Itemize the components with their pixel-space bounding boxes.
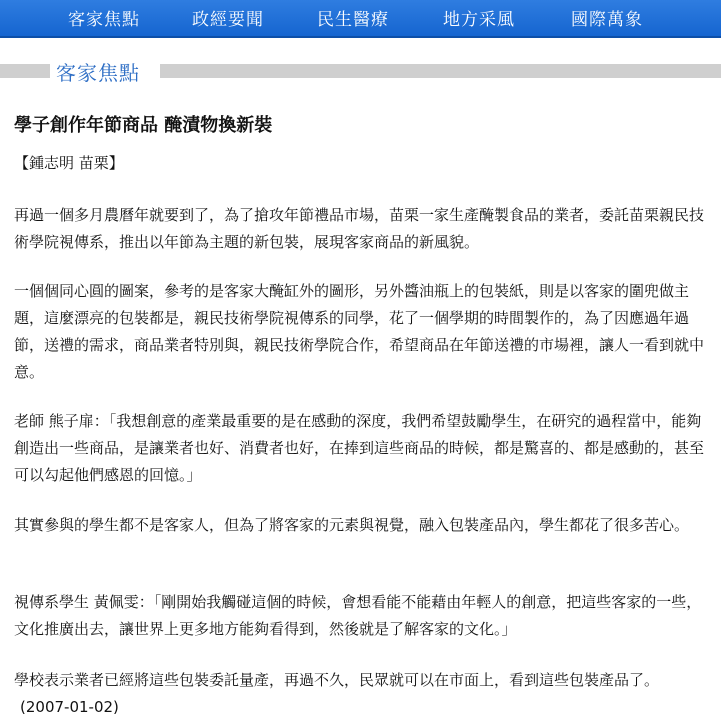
nav-item-local-features[interactable]: 地方采風 [443,10,515,30]
article-paragraph-1: 再過一個多月農曆年就要到了，為了搶攻年節禮品市場，苗栗一家生產醃製食品的業者，委託苗栗親民技術學院視傳系，推出以年節為主題的新包裝，展現客家商品的新風貌。 [14,206,705,251]
article-paragraph-5: 視傳系學生 黃佩雯：「剛開始我觸碰這個的時候，會想看能不能藉由年輕人的創意，把這些客家的一些，文化推廣出去，讓世界上更多地方能夠看得到，然後就是了解客家的文化。」 [14,593,702,638]
top-navigation-bar [0,0,721,38]
article-headline: 學子創作年節商品 醃漬物換新裝 [14,115,273,136]
nav-item-livelihood-medical[interactable]: 民生醫療 [317,10,389,30]
nav-item-international[interactable]: 國際萬象 [571,10,643,30]
nav-item-politics-economy[interactable]: 政經要聞 [192,10,264,30]
article-paragraph-4: 其實參與的學生都不是客家人，但為了將客家的元素與視覺，融入包裝產品內，學生都花了很多苦心。 [14,516,690,534]
section-stripe-right [160,64,721,78]
nav-item-hakka-focus[interactable]: 客家焦點 [68,10,140,30]
article-paragraph-6 [14,667,684,721]
article-paragraph-3: 老師 熊子扉：「我想創意的產業最重要的是在感動的深度，我們希望鼓勵學生，在研究的過程當中，能夠創造出一些商品，是讓業者也好、消費者也好，在捧到這些商品的時候，都是驚喜的、都是感動的，甚至可以勾起他們感恩的回憶。」 [14,412,705,484]
article-paragraph-2: 一個個同心圓的圖案，參考的是客家大醃缸外的圖形，另外醬油瓶上的包裝紙，則是以客家的圍兜做主題，這麼漂亮的包裝都是，親民技術學院視傳系的同學，花了一個學期的時間製作的，為了因應過年過節，送禮的需求，商品業者特別與，親民技術學院合作，希望商品在年節送禮的市場裡，讓人一看到就中意。 [14,282,705,381]
article-byline: 【鍾志明 苗栗】 [14,154,124,172]
section-header [0,56,721,86]
article-paragraph-6-text: 學校表示業者已經將這些包裝委託量產，再過不久，民眾就可以在市面上，看到這些包裝產品了。 [14,671,660,689]
section-stripe-left [0,64,50,78]
section-title: 客家焦點 [56,61,140,85]
article-date: (2007-01-02) [20,698,119,716]
